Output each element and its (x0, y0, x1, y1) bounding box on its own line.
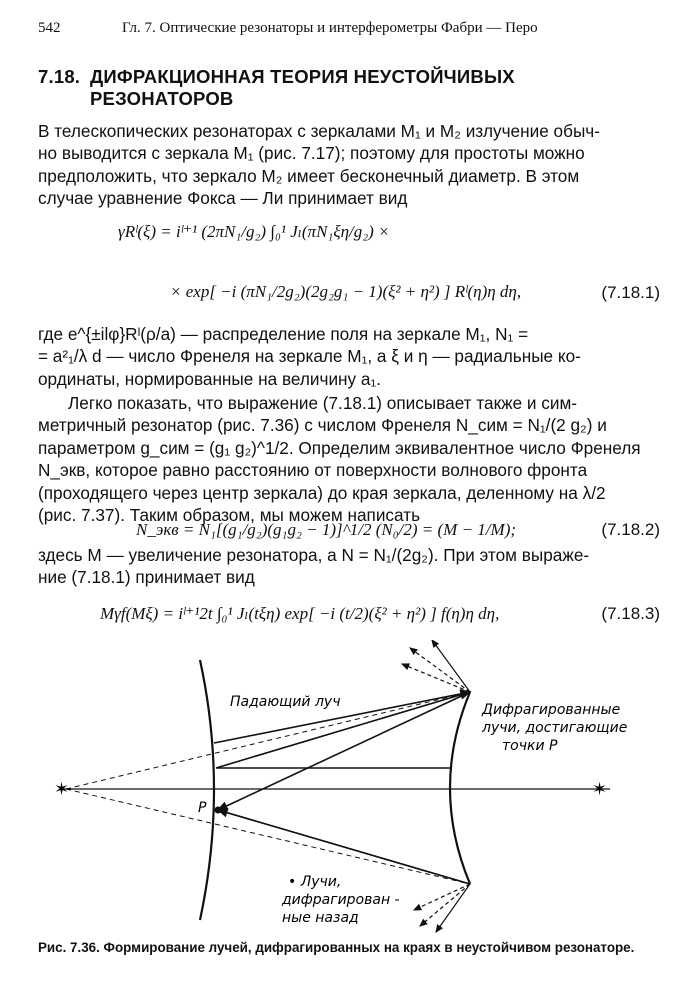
paragraph-4 (38, 544, 660, 589)
text-line: Легко показать, что выражение (7.18.1) описывает также и сим- (68, 393, 578, 413)
text-line: = a²₁/λ d — число Френеля на зеркале M₁, а ξ и η — радиальные ко- (38, 346, 581, 367)
resonator-figure (30, 640, 670, 935)
equation-7-18-1-line2: × exp[ −i (πN₁/2g₂)(2g₂g₁ − 1)(ξ² + η²) ] Rˡ(η)η dη, (170, 282, 522, 301)
text-line: метричный резонатор (рис. 7.36) с числом Френеля N_сим = N₁/(2 g₂) и (38, 415, 607, 436)
paragraph-3 (38, 392, 660, 526)
text-line: здесь M — увеличение резонатора, а N = N₁/(2g₂). При этом выраже- (38, 545, 590, 565)
left-mirror (200, 660, 214, 920)
section-title-line1: ДИФРАКЦИОННАЯ ТЕОРИЯ НЕУСТОЙЧИВЫХ (90, 66, 515, 87)
point-p-label: P (198, 800, 207, 816)
paragraph-1 (38, 120, 660, 210)
equation-7-18-1-line1: γRˡ(ξ) = iˡ⁺¹ (2πN₁/g₂) ∫₀¹ Jₗ(πN₁ξη/g₂) × (118, 222, 390, 241)
diffracted-label-line1: Дифрагированные (482, 702, 621, 718)
running-head: Гл. 7. Оптические резонаторы и интерферометры Фабри — Перо (122, 20, 538, 36)
text-line: N_экв, которое равно расстоянию от поверхности волнового фронта (38, 460, 588, 481)
running-header (38, 20, 658, 42)
text-line: ординаты, нормированные на величину a₁. (38, 368, 382, 389)
diffracted-ray (432, 640, 470, 692)
point-p (215, 807, 222, 814)
section-title-line2: РЕЗОНАТОРОВ (90, 88, 234, 109)
back-diffracted-label-line3: ные назад (282, 910, 359, 926)
text-line: случае уравнение Фокса — Ли принимает вид (38, 188, 408, 209)
diffracted-ray (410, 648, 470, 692)
diffracted-label-line2: лучи, достигающие (482, 720, 628, 736)
star-marker-right: ✶ (592, 779, 608, 799)
equation-number: (7.18.1) (601, 283, 660, 302)
figure-caption: Рис. 7.36. Формирование лучей, дифрагированных на краях в неустойчивом резонаторе. (38, 940, 635, 955)
right-mirror (450, 692, 470, 884)
text-line: параметром g_сим = (g₁ g₂)^1/2. Определим эквивалентное число Френеля (38, 437, 641, 458)
equation-number: (7.18.2) (601, 520, 660, 539)
text-line: но выводится с зеркала M₁ (рис. 7.17); поэтому для простоты можно (38, 143, 585, 164)
section-heading (38, 66, 658, 110)
star-marker-left: ✶ (54, 779, 70, 799)
back-diffracted-label-line2: дифрагирован - (282, 892, 400, 908)
equation-7-18-3: Mγf(Mξ) = iˡ⁺¹2t ∫₀¹ Jₗ(tξη) exp[ −i (t/2)(ξ² + η²) ] f(η)η dη, (100, 604, 500, 623)
equation-7-18-2: N_экв = N₁[(g₁/g₂)(g₁g₂ − 1)]^1/2 (N₀/2) = (M − 1/M); (136, 520, 517, 539)
diffracted-ray (414, 884, 470, 910)
text-line: (рис. 7.37). Таким образом, мы можем написать (38, 505, 421, 526)
diffracted-label-line3: точки P (502, 738, 558, 754)
text-line: где e^{±ilφ}Rˡ(ρ/a) — распределение поля на зеркале M₁, N₁ = (38, 324, 529, 344)
paragraph-2 (38, 323, 660, 390)
text-line: (проходящего через центр зеркала) до края зеркала, деленному на λ/2 (38, 482, 606, 503)
text-line: предположить, что зеркало M₂ имеет бесконечный диаметр. В этом (38, 165, 580, 186)
dashed-ray (66, 789, 470, 884)
text-line: В телескопических резонаторах с зеркалами M₁ и M₂ излучение обыч- (38, 121, 600, 141)
text-line: ние (7.18.1) принимает вид (38, 567, 255, 588)
section-number: 7.18. (38, 66, 81, 87)
incident-ray-label: Падающий луч (230, 694, 341, 710)
back-diffracted-label-line1: • Лучи, (288, 874, 342, 890)
equation-number: (7.18.3) (601, 604, 660, 623)
page-number: 542 (38, 20, 61, 36)
ray (218, 810, 470, 884)
